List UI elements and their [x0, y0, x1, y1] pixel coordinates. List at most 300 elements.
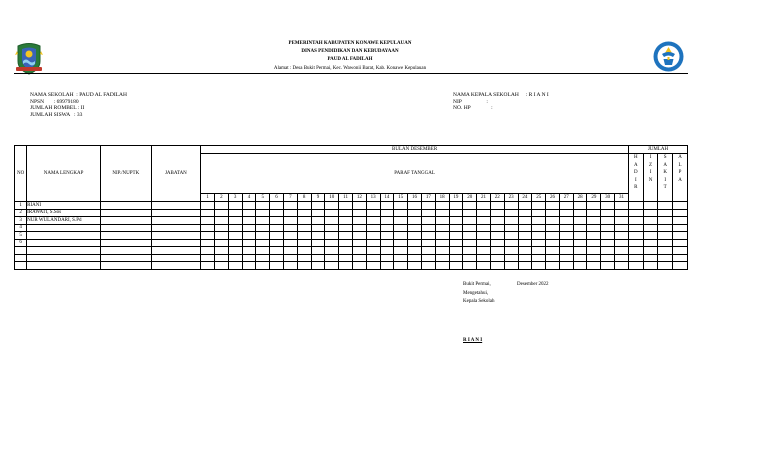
day-cell: [559, 217, 573, 225]
day-cell: [546, 239, 560, 247]
day-cell: [587, 247, 601, 255]
day-cell: [587, 202, 601, 210]
row-name-cell: [27, 232, 101, 240]
day-cell: [394, 202, 408, 210]
total-cell: [643, 209, 658, 217]
total-cell: [643, 254, 658, 262]
day-cell: [297, 202, 311, 210]
day-cell: [532, 254, 546, 262]
total-cell: [629, 224, 644, 232]
day-cell: [546, 254, 560, 262]
day-cell: [587, 262, 601, 270]
day-cell: [504, 224, 518, 232]
day-cell: [297, 254, 311, 262]
day-header: 23: [504, 194, 518, 202]
present-header: H A D I R: [629, 154, 644, 202]
day-cell: [408, 224, 422, 232]
day-cell: [421, 254, 435, 262]
row-name-cell: [27, 262, 101, 270]
day-cell: [325, 247, 339, 255]
day-header: 3: [228, 194, 242, 202]
day-cell: [421, 262, 435, 270]
day-cell: [339, 262, 353, 270]
day-cell: [339, 217, 353, 225]
day-cell: [214, 247, 228, 255]
row-number-cell: 5: [15, 232, 27, 240]
tut-wuri-handayani-logo: [653, 41, 684, 72]
sick-header: S A K I T: [658, 154, 673, 202]
day-cell: [352, 239, 366, 247]
row-name-cell: RIANI: [27, 202, 101, 210]
day-cell: [352, 202, 366, 210]
day-cell: [256, 262, 270, 270]
total-cell: [658, 224, 673, 232]
day-cell: [408, 239, 422, 247]
day-cell: [256, 232, 270, 240]
total-cell: [629, 202, 644, 210]
day-header: 5: [256, 194, 270, 202]
day-cell: [490, 232, 504, 240]
day-cell: [352, 254, 366, 262]
day-cell: [325, 202, 339, 210]
row-nip-cell: [101, 239, 152, 247]
col-nip-header: NIP./NUPTK: [101, 146, 152, 202]
row-position-cell: [151, 232, 201, 240]
day-cell: [435, 217, 449, 225]
day-cell: [297, 217, 311, 225]
day-cell: [352, 247, 366, 255]
day-cell: [311, 262, 325, 270]
school-title: PAUD AL FADILAH: [327, 57, 373, 62]
day-cell: [339, 224, 353, 232]
total-cell: [643, 232, 658, 240]
day-cell: [242, 224, 256, 232]
day-cell: [490, 239, 504, 247]
day-cell: [504, 239, 518, 247]
day-cell: [601, 202, 615, 210]
day-cell: [283, 202, 297, 210]
day-cell: [380, 262, 394, 270]
total-cell: [643, 262, 658, 270]
day-cell: [532, 202, 546, 210]
signature-place: Bukit Permai,: [463, 282, 491, 287]
attendance-table: [14, 145, 688, 270]
day-header: 24: [518, 194, 532, 202]
table-row: [15, 232, 688, 240]
day-cell: [477, 224, 491, 232]
signature-name: R I A N I: [463, 338, 483, 343]
total-cell: [658, 202, 673, 210]
day-cell: [256, 217, 270, 225]
day-cell: [504, 247, 518, 255]
day-cell: [366, 247, 380, 255]
day-cell: [283, 254, 297, 262]
day-cell: [325, 209, 339, 217]
day-header: 4: [242, 194, 256, 202]
day-cell: [559, 247, 573, 255]
day-cell: [532, 239, 546, 247]
day-cell: [573, 224, 587, 232]
day-cell: [518, 224, 532, 232]
day-header: 31: [615, 194, 629, 202]
day-cell: [421, 232, 435, 240]
day-cell: [394, 262, 408, 270]
day-cell: [532, 224, 546, 232]
day-header: 7: [283, 194, 297, 202]
day-cell: [573, 254, 587, 262]
day-cell: [546, 232, 560, 240]
day-cell: [532, 247, 546, 255]
day-cell: [380, 239, 394, 247]
day-cell: [435, 239, 449, 247]
day-cell: [601, 239, 615, 247]
day-cell: [242, 202, 256, 210]
total-cell: [629, 247, 644, 255]
day-cell: [366, 254, 380, 262]
day-cell: [339, 232, 353, 240]
day-cell: [297, 239, 311, 247]
day-cell: [587, 232, 601, 240]
head-phone-line: NO. HP :: [453, 105, 493, 111]
row-name-cell: [27, 254, 101, 262]
day-cell: [366, 232, 380, 240]
day-cell: [615, 209, 629, 217]
day-cell: [311, 232, 325, 240]
day-cell: [601, 262, 615, 270]
day-cell: [490, 224, 504, 232]
table-row: [15, 239, 688, 247]
day-cell: [325, 217, 339, 225]
day-cell: [380, 254, 394, 262]
row-number-cell: 4: [15, 224, 27, 232]
row-nip-cell: [101, 224, 152, 232]
day-cell: [601, 254, 615, 262]
day-cell: [339, 209, 353, 217]
day-cell: [518, 232, 532, 240]
day-cell: [311, 217, 325, 225]
table-row: [15, 224, 688, 232]
day-cell: [601, 247, 615, 255]
day-cell: [339, 247, 353, 255]
signature-date: Desember 2022: [517, 282, 549, 287]
signature-date-header: PARAF TANGGAL: [201, 154, 629, 194]
day-cell: [559, 224, 573, 232]
total-cell: [673, 247, 688, 255]
day-cell: [477, 262, 491, 270]
day-cell: [394, 224, 408, 232]
head-nip-line: NIP :: [453, 98, 488, 105]
day-cell: [214, 254, 228, 262]
day-cell: [339, 239, 353, 247]
day-cell: [490, 254, 504, 262]
day-cell: [297, 209, 311, 217]
day-cell: [270, 262, 284, 270]
day-cell: [504, 202, 518, 210]
day-cell: [380, 232, 394, 240]
day-cell: [504, 209, 518, 217]
day-cell: [573, 202, 587, 210]
day-cell: [380, 202, 394, 210]
col-name-header: NAMA LENGKAP: [27, 146, 101, 202]
day-cell: [201, 254, 215, 262]
day-cell: [449, 202, 463, 210]
row-name-cell: [27, 247, 101, 255]
day-cell: [546, 247, 560, 255]
day-cell: [283, 224, 297, 232]
day-cell: [615, 232, 629, 240]
day-cell: [214, 202, 228, 210]
day-header: 14: [380, 194, 394, 202]
day-cell: [394, 254, 408, 262]
day-cell: [201, 247, 215, 255]
day-cell: [283, 217, 297, 225]
day-header: 15: [394, 194, 408, 202]
day-cell: [532, 209, 546, 217]
day-cell: [518, 202, 532, 210]
permission-header: I Z I N: [643, 154, 658, 202]
day-cell: [228, 217, 242, 225]
day-cell: [228, 209, 242, 217]
day-cell: [352, 232, 366, 240]
total-cell: [643, 217, 658, 225]
day-header: 28: [573, 194, 587, 202]
day-cell: [256, 224, 270, 232]
day-cell: [463, 262, 477, 270]
day-cell: [477, 247, 491, 255]
day-cell: [421, 224, 435, 232]
day-cell: [270, 224, 284, 232]
day-cell: [214, 209, 228, 217]
day-cell: [449, 247, 463, 255]
row-nip-cell: [101, 232, 152, 240]
row-position-cell: [151, 224, 201, 232]
day-cell: [490, 202, 504, 210]
day-cell: [352, 209, 366, 217]
day-cell: [449, 262, 463, 270]
absent-header: A L P A: [673, 154, 688, 202]
day-cell: [559, 262, 573, 270]
day-cell: [518, 262, 532, 270]
signature-acknowledged: Mengetahui,: [463, 290, 489, 296]
day-header: 9: [311, 194, 325, 202]
total-cell: [658, 247, 673, 255]
day-cell: [615, 239, 629, 247]
day-cell: [435, 247, 449, 255]
total-cell: [673, 262, 688, 270]
day-cell: [490, 217, 504, 225]
day-cell: [504, 254, 518, 262]
day-cell: [477, 202, 491, 210]
row-nip-cell: [101, 202, 152, 210]
day-cell: [532, 262, 546, 270]
day-cell: [311, 239, 325, 247]
row-position-cell: [151, 217, 201, 225]
total-cell: [658, 262, 673, 270]
day-cell: [256, 247, 270, 255]
day-cell: [366, 202, 380, 210]
row-number-cell: 2: [15, 209, 27, 217]
day-cell: [587, 239, 601, 247]
row-nip-cell: [101, 209, 152, 217]
day-cell: [546, 202, 560, 210]
signature-title: Kepala Sekolah: [463, 299, 495, 304]
day-cell: [421, 202, 435, 210]
total-cell: [658, 254, 673, 262]
school-name-line: NAMA SEKOLAH : PAUD AL FADILAH: [30, 92, 127, 98]
day-cell: [463, 217, 477, 225]
total-cell: [658, 232, 673, 240]
day-cell: [366, 224, 380, 232]
row-nip-cell: [101, 217, 152, 225]
day-cell: [601, 209, 615, 217]
table-row: [15, 254, 688, 262]
total-cell: [658, 239, 673, 247]
day-cell: [559, 254, 573, 262]
day-header: 26: [546, 194, 560, 202]
table-row: [15, 262, 688, 270]
day-cell: [325, 254, 339, 262]
day-cell: [615, 202, 629, 210]
day-header: 19: [449, 194, 463, 202]
total-header: JUMLAH: [629, 146, 688, 154]
day-cell: [587, 254, 601, 262]
day-cell: [532, 232, 546, 240]
npsn-line: NPSN : 69979180: [30, 98, 79, 105]
day-header: 17: [421, 194, 435, 202]
day-header: 30: [601, 194, 615, 202]
day-cell: [214, 232, 228, 240]
day-cell: [573, 262, 587, 270]
day-cell: [408, 254, 422, 262]
day-cell: [490, 247, 504, 255]
day-cell: [201, 202, 215, 210]
day-cell: [270, 239, 284, 247]
day-cell: [601, 217, 615, 225]
day-cell: [311, 224, 325, 232]
day-cell: [559, 202, 573, 210]
day-cell: [435, 209, 449, 217]
day-cell: [463, 239, 477, 247]
day-cell: [504, 217, 518, 225]
day-cell: [518, 254, 532, 262]
total-cell: [629, 232, 644, 240]
day-header: 27: [559, 194, 573, 202]
day-cell: [421, 217, 435, 225]
day-header: 11: [339, 194, 353, 202]
day-cell: [421, 247, 435, 255]
day-cell: [601, 224, 615, 232]
day-cell: [449, 254, 463, 262]
row-number-cell: [15, 247, 27, 255]
day-cell: [297, 224, 311, 232]
day-cell: [518, 239, 532, 247]
day-cell: [297, 232, 311, 240]
day-cell: [366, 217, 380, 225]
head-name-line: NAMA KEPALA SEKOLAH : R I A N I: [453, 92, 549, 98]
day-header: 18: [435, 194, 449, 202]
day-cell: [408, 247, 422, 255]
table-row: [15, 209, 688, 217]
day-cell: [573, 232, 587, 240]
day-cell: [615, 217, 629, 225]
month-header: BULAN DESEMBER: [201, 146, 629, 154]
day-cell: [228, 224, 242, 232]
total-cell: [643, 202, 658, 210]
day-cell: [601, 232, 615, 240]
day-cell: [394, 239, 408, 247]
day-cell: [352, 224, 366, 232]
day-cell: [380, 217, 394, 225]
day-cell: [408, 232, 422, 240]
day-cell: [283, 262, 297, 270]
total-cell: [673, 202, 688, 210]
day-cell: [435, 254, 449, 262]
day-cell: [463, 247, 477, 255]
day-cell: [242, 262, 256, 270]
day-cell: [270, 254, 284, 262]
day-header: 6: [270, 194, 284, 202]
day-cell: [352, 217, 366, 225]
day-header: 21: [477, 194, 491, 202]
row-name-cell: [27, 224, 101, 232]
day-cell: [228, 202, 242, 210]
dept-title: DINAS PENDIDIKAN DAN KEBUDAYAAN: [301, 49, 399, 54]
day-cell: [587, 224, 601, 232]
day-cell: [228, 247, 242, 255]
day-cell: [214, 239, 228, 247]
day-cell: [490, 209, 504, 217]
day-cell: [325, 262, 339, 270]
day-cell: [311, 254, 325, 262]
day-cell: [339, 254, 353, 262]
day-cell: [477, 254, 491, 262]
row-position-cell: [151, 247, 201, 255]
day-cell: [573, 247, 587, 255]
total-cell: [629, 262, 644, 270]
day-cell: [408, 209, 422, 217]
day-cell: [463, 224, 477, 232]
day-cell: [463, 254, 477, 262]
day-cell: [394, 247, 408, 255]
day-cell: [477, 217, 491, 225]
day-cell: [421, 209, 435, 217]
day-cell: [201, 239, 215, 247]
day-header: 13: [366, 194, 380, 202]
header-divider: [14, 73, 688, 74]
day-cell: [546, 262, 560, 270]
day-cell: [201, 224, 215, 232]
table-row: [15, 202, 688, 210]
day-cell: [201, 209, 215, 217]
day-cell: [297, 262, 311, 270]
row-number-cell: [15, 254, 27, 262]
day-cell: [256, 254, 270, 262]
day-cell: [394, 217, 408, 225]
day-cell: [283, 247, 297, 255]
total-cell: [643, 247, 658, 255]
day-cell: [228, 262, 242, 270]
day-cell: [449, 209, 463, 217]
day-cell: [256, 209, 270, 217]
day-cell: [504, 232, 518, 240]
day-header: 16: [408, 194, 422, 202]
day-header: 12: [352, 194, 366, 202]
day-cell: [546, 224, 560, 232]
row-number-cell: 3: [15, 217, 27, 225]
day-cell: [242, 232, 256, 240]
day-header: 22: [490, 194, 504, 202]
day-header: 25: [532, 194, 546, 202]
